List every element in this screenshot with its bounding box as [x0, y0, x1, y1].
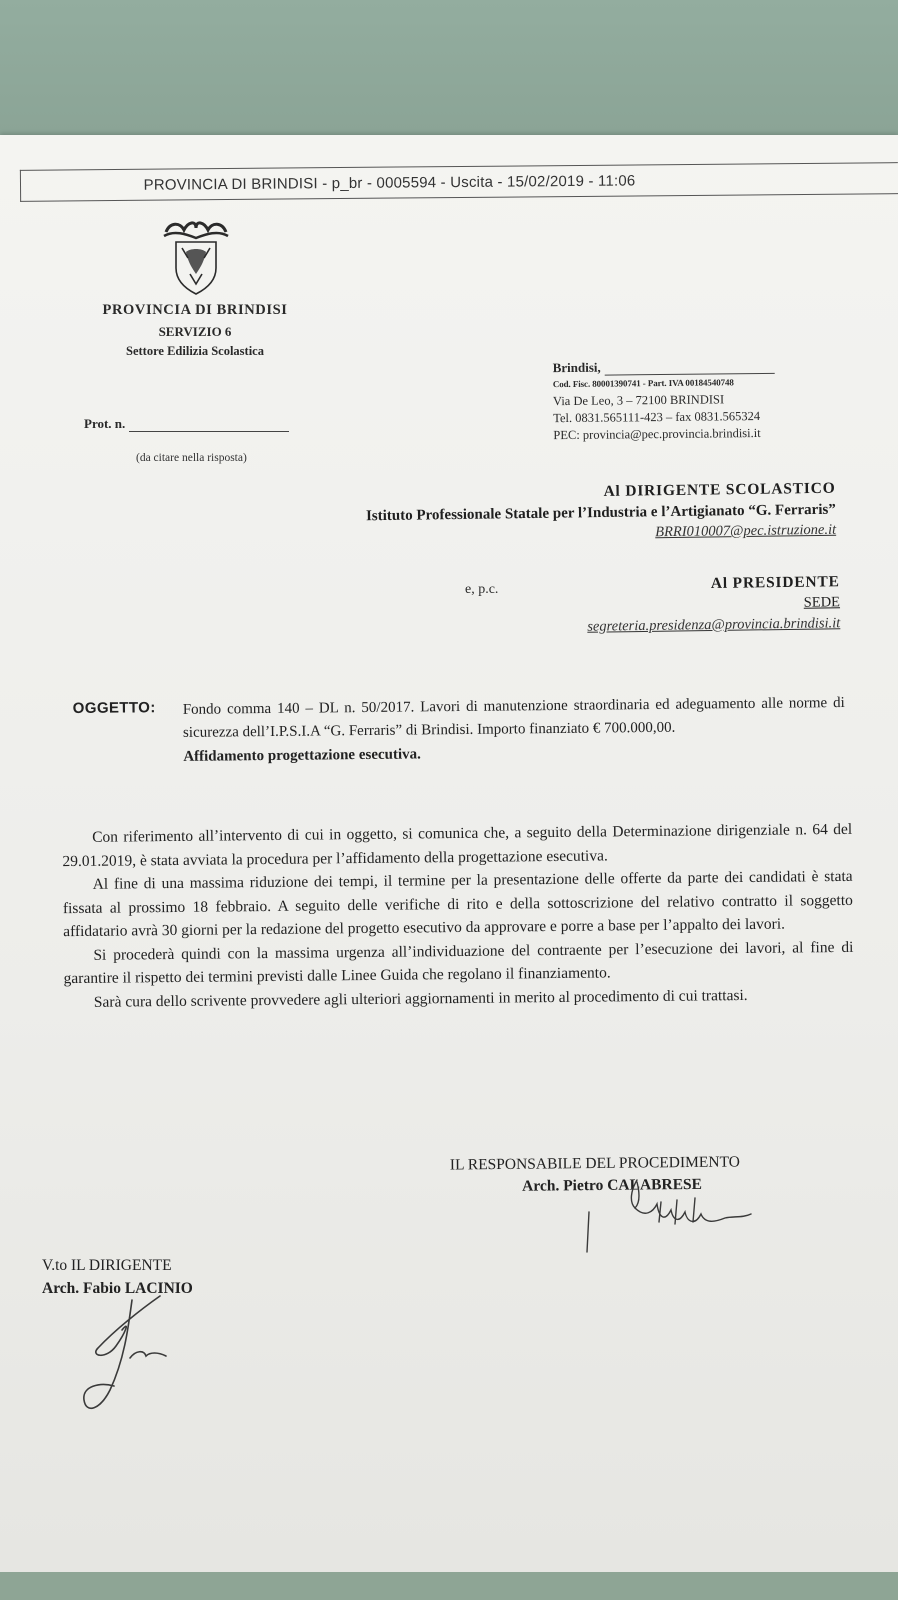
date-blank-line [605, 363, 775, 376]
primary-recipient [366, 480, 837, 546]
primary-recipient-institute: Istituto Professionale Statale per l’Industria e l’Artigianato “G. Ferraris” [366, 501, 837, 525]
director-title: V.to IL DIRIGENTE [42, 1257, 172, 1274]
secondary-recipient-title: Al PRESIDENTE [710, 573, 840, 593]
handwritten-signature-lacinio [70, 1290, 190, 1420]
body-paragraph: Al fine di una massima riduzione dei tempi, il termine per la presentazione delle offerte da parte dei candidati è stata fissata al prossimo 18 febbraio. A seguito delle verifiche di rito e della sottoscrizione del relativo contratto il soggetto affidatario avrà 30 giorni per la redazione del progetto esecutivo da approvare e porre a base per l’appalto dei lavori. [62, 867, 853, 941]
primary-recipient-title: Al DIRIGENTE SCOLASTICO [603, 479, 836, 500]
background-wall [0, 0, 898, 150]
protocol-label: Prot. n. [84, 416, 126, 431]
address-block [553, 357, 776, 444]
cc-label: e, p.c. [465, 582, 499, 597]
protocol-stamp-text: PROVINCIA DI BRINDISI - p_br - 0005594 - Uscita - 15/02/2019 - 11:06 [143, 171, 636, 194]
coat-of-arms-icon [160, 218, 232, 298]
subject-text: Fondo comma 140 – DL n. 50/2017. Lavori di manutenzione straordinaria ed adeguamento alle norme di sicurezza dell’I.P.S.I.A “G. Ferraris” di Brindisi. Importo finanziato € 700.000,00. [182, 694, 845, 741]
subject-highlight: Affidamento progettazione esecutiva. [183, 746, 421, 765]
protocol-blank-line [129, 419, 289, 432]
secondary-recipient-email: segreteria.presidenza@provincia.brindisi.it [587, 615, 841, 635]
tax-codes: Cod. Fisc. 80001390741 - Part. IVA 00184540748 [552, 377, 734, 390]
body-paragraph: Con riferimento all’intervento di cui in oggetto, si comunica che, a seguito della Determinazione dirigenziale n. 64 del 29.01.2019, è stata avviata la procedura per l’affidamento della progettazione esecutiva. [62, 820, 853, 870]
director-name: Arch. Fabio LACINIO [42, 1280, 193, 1297]
pec-address: PEC: provincia@pec.provincia.brindisi.it [553, 425, 761, 443]
issuer-name: PROVINCIA DI BRINDISI [102, 302, 288, 318]
primary-recipient-email: BRRI010007@pec.istruzione.it [655, 521, 837, 541]
protocol-number-row [84, 416, 289, 432]
issuer-sector: Settore Edilizia Scolastica [126, 344, 264, 358]
subject-block [73, 692, 846, 767]
secondary-recipient-sede: SEDE [803, 594, 841, 611]
protocol-note: (da citare nella risposta) [136, 452, 247, 464]
body-paragraph: Si procederà quindi con la massima urgenza all’individuazione del contraente per l’esecuzione dei lavori, al fine di garantire il rispetto dei termini previsti dalle Linee Guida che regolano il finanziamento. [63, 938, 854, 988]
subject-label: OGGETTO: [72, 699, 156, 718]
responsible-title: IL RESPONSABILE DEL PROCEDIMENTO [449, 1153, 741, 1174]
date-row [553, 357, 775, 376]
handwritten-signature-calabrese [575, 1172, 785, 1262]
city-label: Brindisi, [552, 359, 601, 376]
phone-fax: Tel. 0831.565111-423 – fax 0831.565324 [553, 408, 761, 426]
issuer-service: SERVIZIO 6 [158, 324, 232, 339]
body-paragraph: Sarà cura dello scrivente provvedere agli ulteriori aggiornamenti in merito al procedimento di cui trattasi. [93, 986, 748, 1011]
street-address: Via De Leo, 3 – 72100 BRINDISI [552, 392, 725, 409]
background-surface [0, 1572, 898, 1600]
secondary-recipient [587, 573, 841, 636]
responsible-name: Arch. Pietro CALABRESE [522, 1175, 703, 1195]
letter-body [62, 818, 854, 1014]
